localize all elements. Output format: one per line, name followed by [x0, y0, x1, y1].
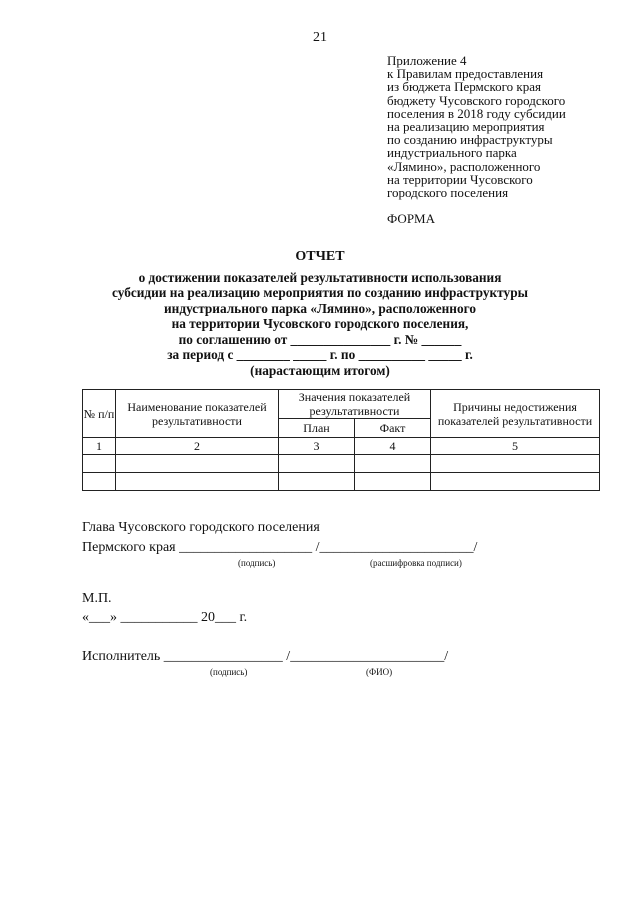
appendix-line: индустриального парка — [387, 145, 517, 161]
table-row — [83, 473, 600, 491]
appendix-line: на реализацию мероприятия — [387, 119, 545, 135]
header-number: № п/п — [83, 390, 116, 438]
header-indicator-values: Значения показателей результативности — [279, 390, 431, 419]
report-table — [82, 389, 600, 491]
table-cell — [431, 473, 600, 491]
table-cell — [279, 455, 355, 473]
appendix-line: бюджету Чусовского городского — [387, 92, 566, 108]
header-fact: Факт — [355, 419, 431, 438]
header-indicator-name: Наименование показателей результативности — [116, 390, 279, 438]
executor-name-caption: (ФИО) — [366, 667, 393, 677]
table-cell — [355, 455, 431, 473]
table-row — [83, 455, 600, 473]
title-line: о достижении показателей результативности использования — [138, 269, 502, 285]
date-line: «___» ___________ 20___ г. — [82, 610, 248, 625]
title-line: индустриального парка «Лямино», расположенного — [164, 300, 476, 316]
appendix-line: к Правилам предоставления — [387, 66, 544, 82]
table-cell — [355, 473, 431, 491]
table-cell: 3 — [279, 438, 355, 455]
page-number: 21 — [313, 30, 327, 45]
table-cell — [279, 473, 355, 491]
appendix-line: поселения в 2018 году субсидии — [387, 105, 566, 121]
table-cell — [116, 473, 279, 491]
cumulative-note: (нарастающим итогом) — [250, 362, 390, 378]
agreement-line: по соглашению от _______________ г. № ______ — [178, 331, 462, 347]
period-line: за период с ________ _____ г. по __________ _____ г. — [167, 347, 473, 362]
executor-signature-caption: (подпись) — [210, 667, 248, 677]
table-cell — [431, 455, 600, 473]
table-cell: 1 — [83, 438, 116, 455]
head-signature-line: Пермского края ___________________ /______________________/ — [82, 540, 478, 555]
appendix-line: из бюджета Пермского края — [387, 79, 542, 95]
stamp-label: М.П. — [82, 591, 112, 606]
head-title-line: Глава Чусовского городского поселения — [82, 520, 320, 535]
report-title-block — [0, 249, 640, 378]
title-line: на территории Чусовского городского поселения, — [171, 316, 469, 331]
appendix-line: на территории Чусовского — [387, 171, 533, 187]
executor-line: Исполнитель _________________ /______________________/ — [82, 649, 449, 664]
form-label: ФОРМА — [387, 211, 435, 226]
signature-caption: (подпись) — [238, 558, 276, 568]
table-cell: 4 — [355, 438, 431, 455]
table-cell: 5 — [431, 438, 600, 455]
appendix-line: «Лямино», расположенного — [387, 158, 541, 174]
appendix-line: городского поселения — [387, 185, 509, 201]
table-cell — [83, 473, 116, 491]
table-cell — [116, 455, 279, 473]
table-cell — [83, 455, 116, 473]
title-line: субсидии на реализацию мероприятия по созданию инфраструктуры — [112, 285, 528, 300]
appendix-note — [387, 54, 566, 199]
appendix-line: по созданию инфраструктуры — [387, 132, 553, 148]
header-plan: План — [279, 419, 355, 438]
table-row — [83, 438, 600, 455]
header-reasons: Причины недостижения показателей результативности — [431, 390, 600, 438]
table-cell: 2 — [116, 438, 279, 455]
decode-caption: (расшифровка подписи) — [370, 558, 462, 568]
report-title: ОТЧЕТ — [295, 249, 345, 264]
appendix-line: Приложение 4 — [387, 53, 467, 68]
